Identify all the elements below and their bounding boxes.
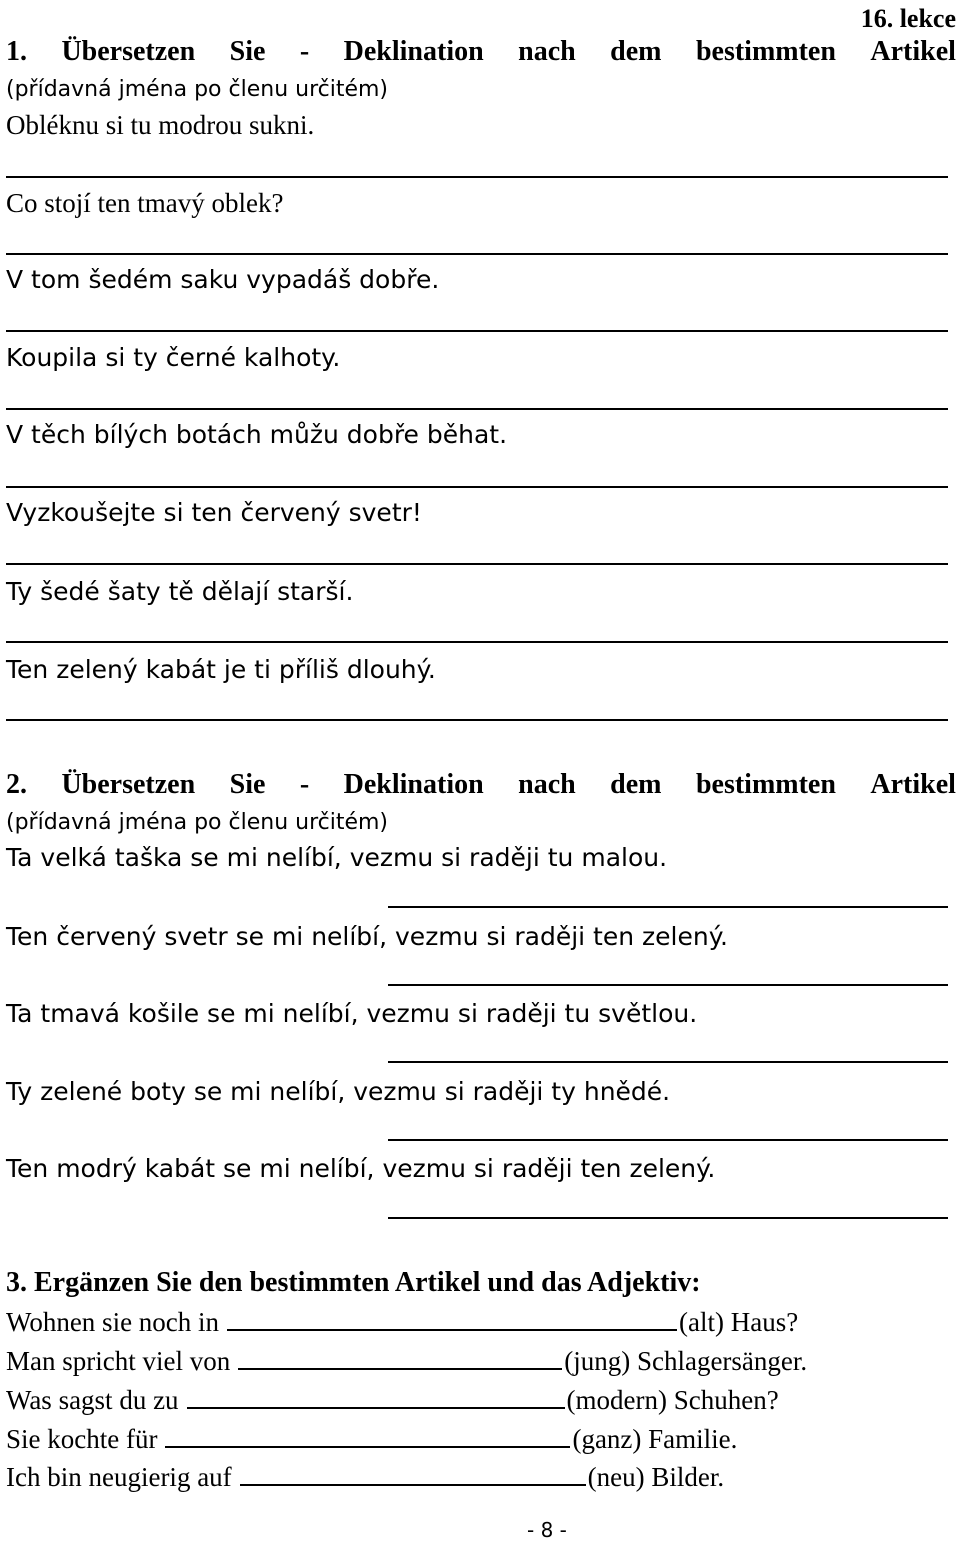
sentence: Ty šedé šaty tě dělají starší. xyxy=(6,577,354,606)
heading-word: - xyxy=(299,769,310,800)
heading-word: Sie xyxy=(229,36,266,67)
sentence: V těch bílých botách můžu dobře běhat. xyxy=(6,420,508,449)
fill-item xyxy=(6,1424,737,1455)
fill-hint: (neu) Bilder. xyxy=(587,1462,725,1492)
answer-line[interactable] xyxy=(6,719,948,721)
answer-line[interactable] xyxy=(6,330,948,332)
fill-hint: (ganz) Familie. xyxy=(572,1424,738,1454)
heading-word: Deklination xyxy=(343,769,484,800)
heading-word: Artikel xyxy=(870,769,956,800)
section2-heading xyxy=(6,769,956,801)
heading-word: Übersetzen xyxy=(61,769,196,800)
sentence: Ta velká taška se mi nelíbí, vezmu si raději tu malou. xyxy=(6,843,668,872)
fill-item xyxy=(6,1307,798,1338)
fill-hint: (jung) Schlagersänger. xyxy=(564,1346,808,1376)
sentence: Ten modrý kabát se mi nelíbí, vezmu si raději ten zelený. xyxy=(6,1154,716,1183)
fill-prompt: Sie kochte für xyxy=(6,1424,158,1454)
sentence: Co stojí ten tmavý oblek? xyxy=(6,188,284,218)
sentence: Ten zelený kabát je ti příliš dlouhý. xyxy=(6,655,436,684)
fill-blank[interactable] xyxy=(238,1367,562,1370)
sentence: Obléknu si tu modrou sukni. xyxy=(6,110,315,140)
heading-word: 1. xyxy=(6,36,27,67)
lesson-label: 16. lekce xyxy=(860,4,956,33)
heading-word: Deklination xyxy=(343,36,484,67)
fill-prompt: Man spricht viel von xyxy=(6,1346,231,1376)
heading-word: dem xyxy=(610,769,662,800)
answer-line[interactable] xyxy=(6,563,948,565)
fill-hint: (modern) Schuhen? xyxy=(566,1385,779,1415)
sentence: Ten červený svetr se mi nelíbí, vezmu si raději ten zelený. xyxy=(6,922,728,951)
section1-heading xyxy=(6,36,956,68)
answer-line[interactable] xyxy=(388,906,948,908)
page-number: - 8 - xyxy=(527,1518,567,1542)
heading-word: - xyxy=(299,36,310,67)
fill-blank[interactable] xyxy=(187,1406,565,1409)
answer-line[interactable] xyxy=(388,1139,948,1141)
fill-prompt: Ich bin neugierig auf xyxy=(6,1462,232,1492)
fill-item xyxy=(6,1385,779,1416)
heading-word: nach xyxy=(518,769,576,800)
sentence: Ty zelené boty se mi nelíbí, vezmu si raději ty hnědé. xyxy=(6,1077,671,1106)
heading-word: nach xyxy=(518,36,576,67)
sentence: V tom šedém saku vypadáš dobře. xyxy=(6,265,440,294)
sentence: Ta tmavá košile se mi nelíbí, vezmu si raději tu světlou. xyxy=(6,999,698,1028)
heading-word: Sie xyxy=(229,769,266,800)
sentence: Vyzkoušejte si ten červený svetr! xyxy=(6,498,422,527)
section2-subtitle: (přídavná jména po členu určitém) xyxy=(6,810,389,835)
answer-line[interactable] xyxy=(6,176,948,178)
heading-word: 2. xyxy=(6,769,27,800)
fill-hint: (alt) Haus? xyxy=(679,1307,799,1337)
sentence: Koupila si ty černé kalhoty. xyxy=(6,343,341,372)
fill-prompt: Wohnen sie noch in xyxy=(6,1307,220,1337)
answer-line[interactable] xyxy=(6,253,948,255)
answer-line[interactable] xyxy=(388,1061,948,1063)
fill-blank[interactable] xyxy=(227,1328,677,1331)
answer-line[interactable] xyxy=(388,984,948,986)
heading-word: dem xyxy=(610,36,662,67)
answer-line[interactable] xyxy=(6,408,948,410)
heading-word: Artikel xyxy=(870,36,956,67)
section1-subtitle: (přídavná jména po členu určitém) xyxy=(6,77,389,102)
heading-word: bestimmten xyxy=(695,769,836,800)
section3-heading: 3. Ergänzen Sie den bestimmten Artikel und das Adjektiv: xyxy=(6,1267,701,1298)
fill-prompt: Was sagst du zu xyxy=(6,1385,179,1415)
fill-blank[interactable] xyxy=(165,1445,570,1448)
answer-line[interactable] xyxy=(6,641,948,643)
heading-word: Übersetzen xyxy=(61,36,196,67)
fill-item xyxy=(6,1346,807,1377)
fill-item xyxy=(6,1462,724,1493)
heading-word: bestimmten xyxy=(695,36,836,67)
answer-line[interactable] xyxy=(6,486,948,488)
fill-blank[interactable] xyxy=(240,1483,586,1486)
answer-line[interactable] xyxy=(388,1217,948,1219)
